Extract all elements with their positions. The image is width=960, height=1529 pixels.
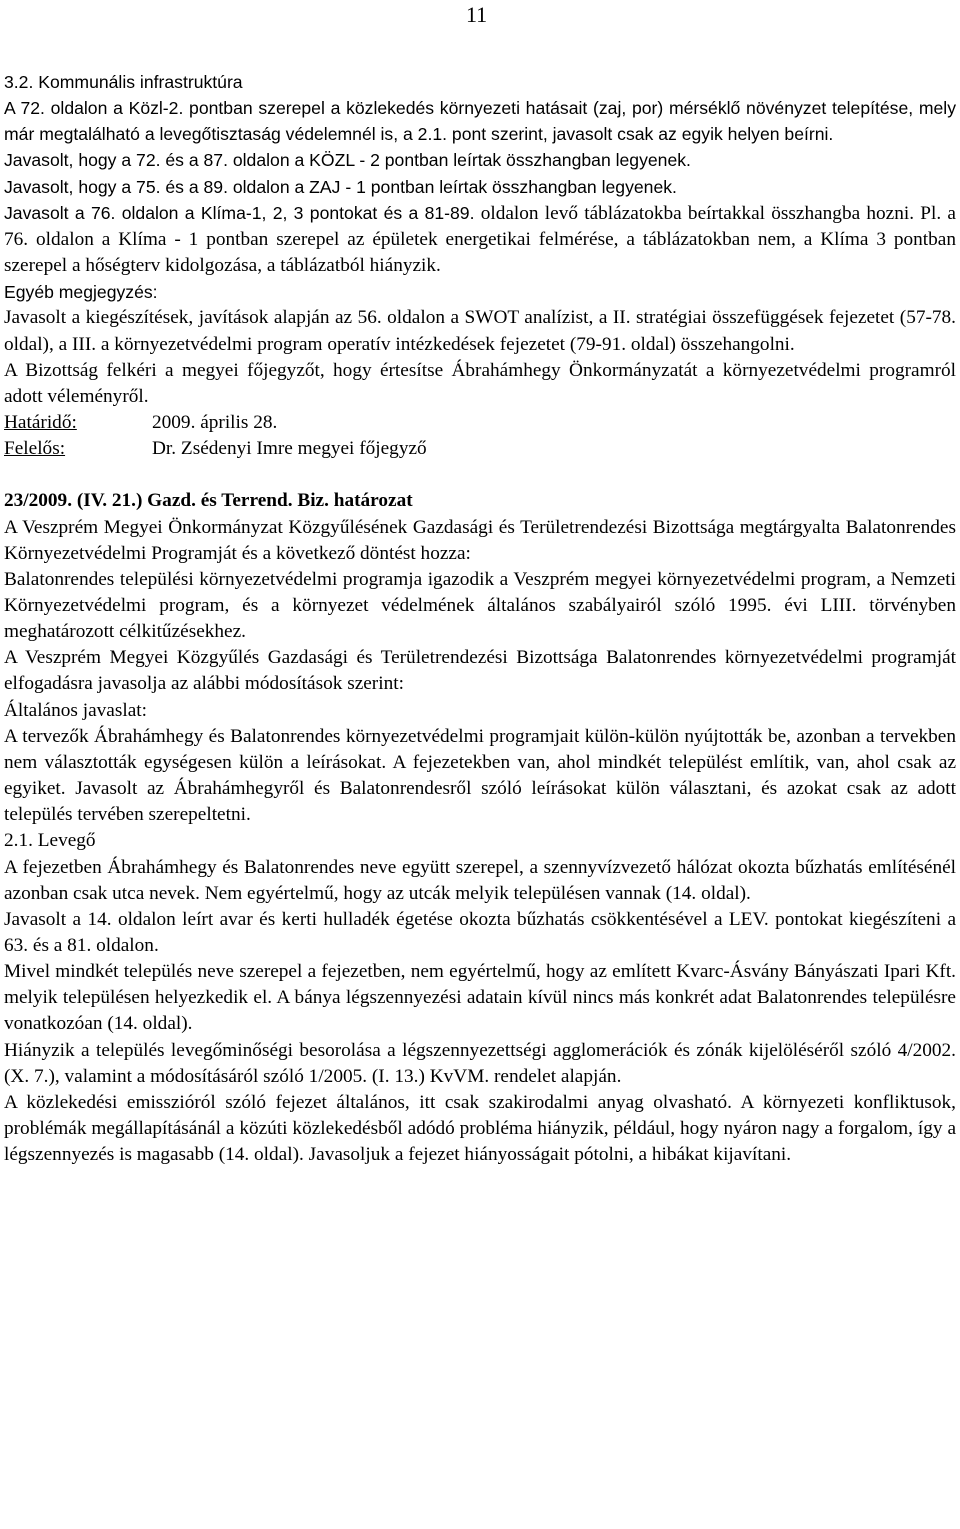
levego-paragraph-3: Mivel mindkét település neve szerepel a fejezetben, nem egyértelmű, hogy az említett Kvarc-Ásvány Bányászati Ipari Kft. melyik településen helyezkedik el. A bánya légszennyezési adatain kívül nincs más konkrét adat Balatonrendes településre vonatkozóan (14. oldal). xyxy=(4,961,956,1035)
felelos-value: Dr. Zsédenyi Imre megyei főjegyző xyxy=(152,438,427,460)
zaj-recommendation: Javasolt, hogy a 75. és a 89. oldalon a ZAJ - 1 pontban leírtak összhangban legyenek. xyxy=(4,176,677,197)
levego-heading: 2.1. Levegő xyxy=(4,830,96,852)
resolution-intro: A Veszprém Megyei Önkormányzat Közgyűlésének Gazdasági és Területrendezési Bizottsága megtárgyalta Balatonrendes Környezetvédelmi Programját és a következő döntést hozza: xyxy=(4,516,956,564)
intro-paragraph: A 72. oldalon a Közl-2. pontban szerepel a közlekedés környezeti hatásait (zaj, por) mérséklő növényzet telepítése, mely már megtalálható a levegőtisztaság védelemnél is, a 2.1. pont szerint, javasolt csak az egyik helyen beírni. xyxy=(4,98,956,145)
levego-paragraph-4: Hiányzik a település levegőminőségi besorolása a légszennyezettségi agglomerációk és zónák kijelöléséről szóló 4/2002. (X. 7.), valamint a módosításáról szóló 1/2005. (I. 13.) KvVM. rendelet alapján. xyxy=(4,1039,956,1087)
egyeb-heading: Egyéb megjegyzés: xyxy=(4,282,158,303)
klima-recommendation xyxy=(4,200,956,279)
felelos-line xyxy=(4,436,956,462)
egyeb-paragraph: Javasolt a kiegészítések, javítások alapján az 56. oldalon a SWOT analízist, a II. stratégiai összefüggések fejezetet (57-78. oldal), a III. a környezetvédelmi program operatív intézkedések fejezetet (79-91. oldal) összehangolni. xyxy=(4,307,956,355)
klima-text-part3: oldalon a Klíma - 1 pontban szerepel az épületek energetikai felmérése, a táblázatokban nem, a Klíma 3 pontban szerepel a hőségterv kidolgozása, a táblázatból hiányzik. xyxy=(4,228,956,277)
resolution-paragraph-2: A Veszprém Megyei Közgyűlés Gazdasági és Területrendezési Bizottsága Balatonrendes környezetvédelmi programját elfogadásra javasolja az alábbi módosítások szerint: xyxy=(4,647,956,695)
kozl-recommendation: Javasolt, hogy a 72. és a 87. oldalon a KÖZL - 2 pontban leírtak összhangban legyenek. xyxy=(4,150,691,171)
klima-text-part2: oldalon levő táblázatokba beírtakkal összhangba hozni. Pl. a 76. xyxy=(4,202,956,250)
altalanos-heading: Általános javaslat: xyxy=(4,699,147,721)
levego-paragraph-5: A közlekedési emisszióról szóló fejezet általános, itt csak szakirodalmi anyag olvasható. A környezeti konfliktusok, problémák megállapításánál a közúti közlekedésből adódó probléma hiányzik, például, hogy nyáron nagy a forgalom, így a légszennyezés is magasabb (14. oldal). Javasoljuk a fejezet hiányosságait pótolni, a hibákat kijavítani. xyxy=(4,1091,956,1166)
felelos-label: Felelős: xyxy=(4,438,66,460)
levego-paragraph-1: A fejezetben Ábrahámhegy és Balatonrendes neve együtt szerepel, a szennyvízvezető hálózat okozta bűzhatás említésénél azonban csak utca nevek. Nem egyértelmű, hogy az utcák melyik településen vannak (14. oldal). xyxy=(4,856,956,904)
bizottsag-paragraph: A Bizottság felkéri a megyei főjegyzőt, hogy értesítse Ábrahámhegy Önkormányzatát a környezetvédelmi programról adott véleményről. xyxy=(4,359,956,407)
resolution-paragraph-1: Balatonrendes települési környezetvédelmi programja igazodik a Veszprém megyei környezetvédelmi program, a Nemzeti Környezetvédelmi program, és a környezet védelmének általános szabályairól szóló 1995. évi LIII. törvényben meghatározott célkitűzésekhez. xyxy=(4,568,956,643)
section-heading: 3.2. Kommunális infrastruktúra xyxy=(4,72,243,92)
page-content xyxy=(4,69,956,1168)
hatarido-label: Határidő: xyxy=(4,412,77,434)
klima-text-part1: Javasolt a 76. oldalon a Klíma-1, 2, 3 pontokat és a 81-89. xyxy=(4,202,475,223)
page-number: 11 xyxy=(466,2,488,27)
altalanos-paragraph: A tervezők Ábrahámhegy és Balatonrendes környezetvédelmi programjait külön-külön nyújtották be, azonban a tervekben nem választották egységesen külön a leírásokat. A fejezetekben van, ahol mindkét települést említik, van, ahol csak az egyiket. Javasolt az Ábrahámhegyről és Balatonrendesről szóló leírásokat külön választani, és azokat csak az adott település tervében szerepeltetni. xyxy=(4,725,956,826)
levego-paragraph-2: Javasolt a 14. oldalon leírt avar és kerti hulladék égetése okozta bűzhatás csökkentésével a LEV. pontokat kiegészíteni a 63. és a 81. oldalon. xyxy=(4,908,956,956)
resolution-title: 23/2009. (IV. 21.) Gazd. és Terrend. Biz. határozat xyxy=(4,490,413,512)
hatarido-value: 2009. április 28. xyxy=(152,412,278,434)
hatarido-line xyxy=(4,410,956,436)
